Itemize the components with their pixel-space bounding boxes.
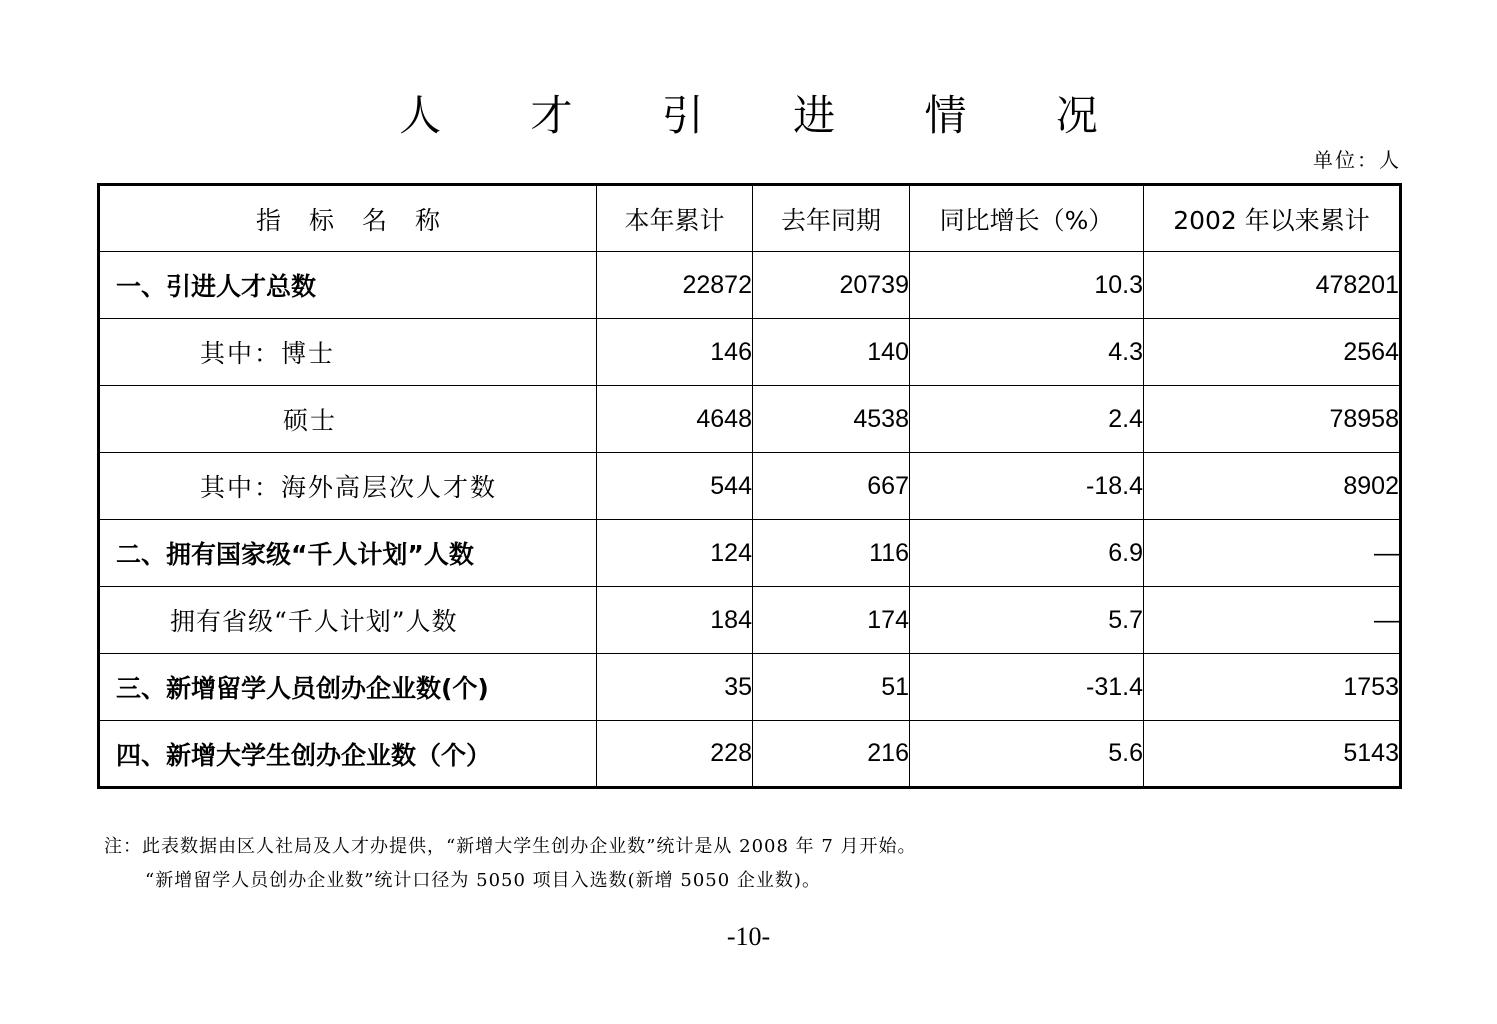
row-label: 二、拥有国家级“千人计划”人数: [99, 520, 597, 587]
cell-growth: 5.6: [910, 721, 1144, 788]
cell-since-2002: 78958: [1144, 386, 1401, 453]
cell-growth: 10.3: [910, 252, 1144, 319]
table-row: [99, 520, 1401, 587]
table-row: [99, 654, 1401, 721]
table-header-row: [99, 185, 1401, 252]
cell-last-year: 216: [753, 721, 910, 788]
cell-current: 124: [597, 520, 753, 587]
cell-growth: 5.7: [910, 587, 1144, 654]
row-label: 其中：海外高层次人才数: [99, 453, 597, 520]
cell-growth: -18.4: [910, 453, 1144, 520]
cell-since-2002: 1753: [1144, 654, 1401, 721]
cell-since-2002: 8902: [1144, 453, 1401, 520]
cell-growth: 2.4: [910, 386, 1144, 453]
cell-current: 544: [597, 453, 753, 520]
header-growth: 同比增长（%）: [910, 185, 1144, 252]
table-row: [99, 721, 1401, 788]
row-label: 拥有省级“千人计划”人数: [99, 587, 597, 654]
cell-last-year: 20739: [753, 252, 910, 319]
cell-last-year: 51: [753, 654, 910, 721]
cell-current: 184: [597, 587, 753, 654]
talent-table: [97, 183, 1402, 789]
cell-since-2002: 478201: [1144, 252, 1401, 319]
cell-growth: -31.4: [910, 654, 1144, 721]
unit-label: 单位：人: [1313, 148, 1401, 172]
page-number: -10-: [726, 922, 771, 951]
header-indicator-name: 指标名称: [99, 185, 597, 252]
footnote-line-1: 注：此表数据由区人社局及人才办提供，“新增大学生创办企业数”统计是从 2008 年 7 月开始。: [104, 836, 917, 857]
table-row: [99, 386, 1401, 453]
row-label: 三、新增留学人员创办企业数(个): [99, 654, 597, 721]
cell-last-year: 4538: [753, 386, 910, 453]
table-row: [99, 453, 1401, 520]
cell-current: 22872: [597, 252, 753, 319]
header-last-year: 去年同期: [753, 185, 910, 252]
cell-current: 4648: [597, 386, 753, 453]
cell-current: 35: [597, 654, 753, 721]
cell-growth: 4.3: [910, 319, 1144, 386]
footnote-line-2: “新增留学人员创办企业数”统计口径为 5050 项目入选数(新增 5050 企业数)。: [145, 870, 821, 891]
cell-growth: 6.9: [910, 520, 1144, 587]
row-label: 其中：博士: [99, 319, 597, 386]
header-current-year: 本年累计: [597, 185, 753, 252]
row-label: 一、引进人才总数: [99, 252, 597, 319]
cell-last-year: 140: [753, 319, 910, 386]
table-row: [99, 319, 1401, 386]
cell-last-year: 174: [753, 587, 910, 654]
table-row: [99, 252, 1401, 319]
table-row: [99, 587, 1401, 654]
cell-since-2002: 5143: [1144, 721, 1401, 788]
cell-current: 146: [597, 319, 753, 386]
cell-since-2002: —: [1144, 587, 1401, 654]
header-since-2002: 2002 年以来累计: [1144, 185, 1401, 252]
page-title: 人 才 引 进 情 况: [399, 91, 1136, 140]
cell-since-2002: 2564: [1144, 319, 1401, 386]
cell-current: 228: [597, 721, 753, 788]
row-label: 硕士: [99, 386, 597, 453]
cell-since-2002: —: [1144, 520, 1401, 587]
cell-last-year: 667: [753, 453, 910, 520]
cell-last-year: 116: [753, 520, 910, 587]
row-label: 四、新增大学生创办企业数（个）: [99, 721, 597, 788]
